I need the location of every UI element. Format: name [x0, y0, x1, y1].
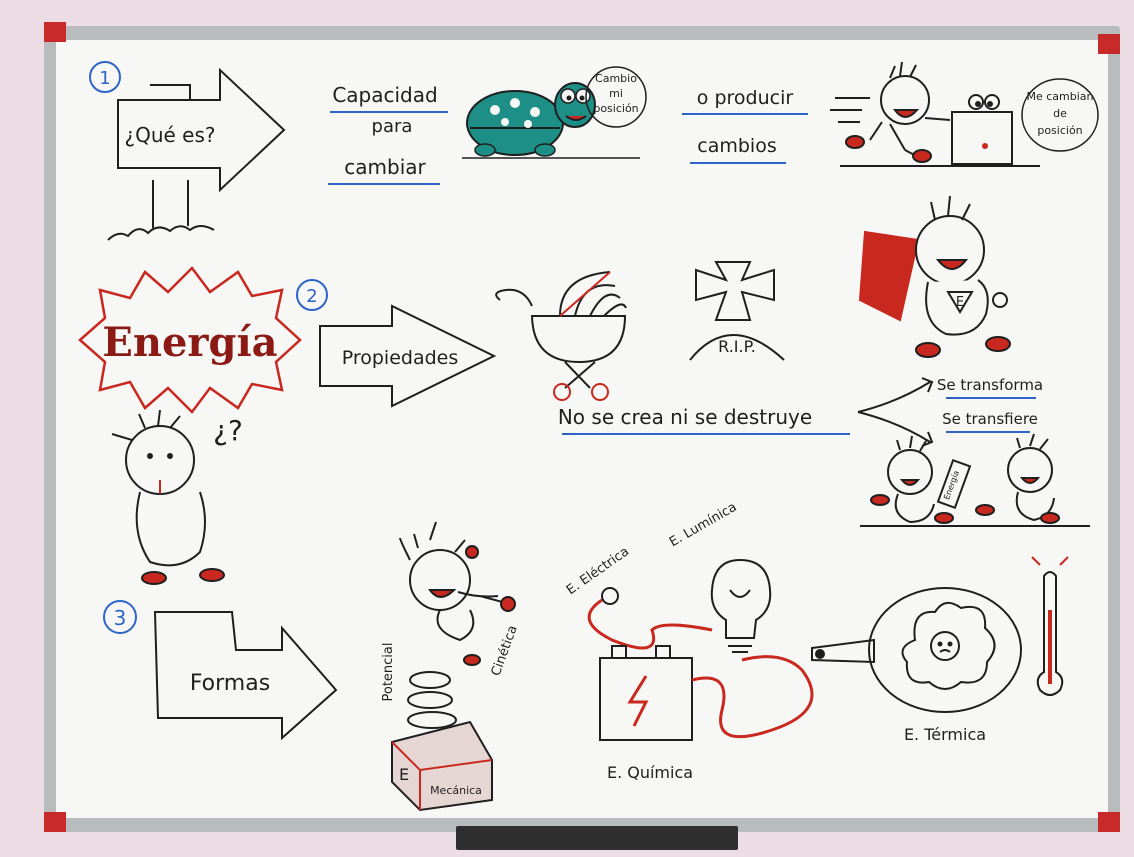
alternative-line-1: o producir: [696, 87, 794, 109]
box-bubble-line-3: posición: [1037, 124, 1083, 137]
section-number-3: 3: [113, 606, 127, 630]
alternative-line-2: cambios: [697, 135, 777, 157]
section-number-2: 2: [306, 286, 318, 307]
corner-cap-bottom-left: [44, 812, 66, 832]
branch-transform: Se transforma: [936, 376, 1044, 394]
definition-line-3: cambiar: [344, 155, 426, 179]
corner-cap-top-right: [1098, 34, 1120, 54]
corner-cap-top-left: [44, 22, 66, 42]
turtle-bubble-line-1: Cambio: [595, 72, 637, 85]
definition-line-1: Capacidad: [332, 83, 438, 107]
box-bubble-line-2: de: [1053, 107, 1067, 120]
turtle-bubble-line-2: mi: [609, 87, 623, 100]
energy-title: Energía: [102, 319, 278, 366]
section-number-1: 1: [99, 68, 111, 89]
box-bubble-line-1: Me cambian: [1026, 90, 1094, 103]
thermal-label: E. Térmica: [903, 725, 987, 744]
mechanical-label: Mecánica: [430, 784, 482, 797]
branch-transfer: Se transfiere: [942, 410, 1038, 428]
potential-label: Potencial: [381, 642, 396, 702]
superhero-shirt-letter: E: [955, 295, 965, 310]
baton-label: Energía: [942, 469, 962, 501]
marker-tray: [456, 826, 738, 850]
conservation-text: No se crea ni se destruye: [557, 405, 813, 429]
electric-label: E. Eléctrica: [563, 544, 633, 599]
turtle-bubble-line-3: posición: [593, 102, 639, 115]
properties-label: Propiedades: [341, 347, 459, 369]
definition-line-2: para: [371, 116, 413, 137]
tombstone-label: R.I.P.: [718, 337, 756, 356]
kinetic-label: Cinética: [488, 623, 521, 679]
light-label: E. Lumínica: [667, 499, 740, 551]
chemical-label: E. Química: [606, 763, 694, 782]
forms-label: Formas: [189, 671, 271, 696]
question-marks: ¿?: [213, 414, 243, 447]
box-letter: E: [398, 765, 410, 784]
signpost-label: ¿Qué es?: [124, 123, 216, 147]
corner-cap-bottom-right: [1098, 812, 1120, 832]
